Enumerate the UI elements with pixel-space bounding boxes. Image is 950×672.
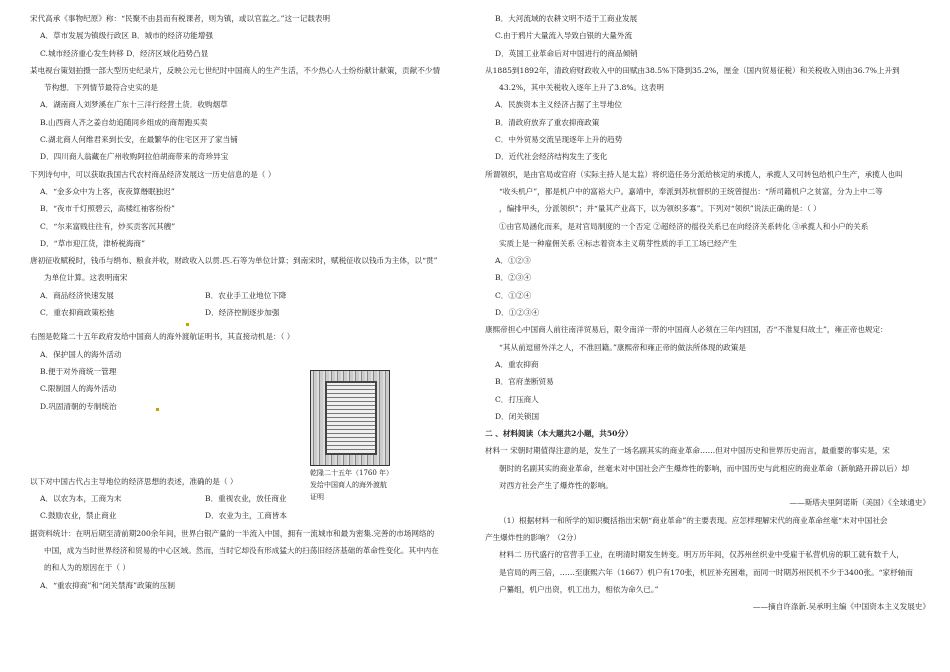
mark-dot: [186, 323, 189, 326]
q7-option-d: D．英国工业革命后对中国进行的商品倾销: [495, 48, 638, 58]
mark-dot: [156, 408, 159, 411]
q6-stem: 以下对中国古代占主导地位的经济思想的表述，准确的是（ ）: [30, 476, 238, 486]
material-2-source: ——摘自许涤新.吴承明主编《中国资本主义发展史》: [752, 602, 930, 612]
q3-option-b: B．“夜市千灯照碧云，高楼红袖客纷纷”: [40, 204, 175, 214]
q8-option-c: C．中外贸易交流呈现逐年上升的趋势: [495, 135, 623, 145]
q3-option-a: A．“金多众中为上客，夜夜算缗眠独迟”: [40, 186, 175, 196]
material-2-line-2: 是官局的两三倍，……至康熙六年（1667）机户有170张，机匠补充困难，而同一时期苏州民机不少于3400张。“家杼轴而: [499, 567, 913, 577]
left-column: [30, 10, 450, 594]
section-2-heading: 二 、材料阅读（本大题共2小题，共50分）: [485, 429, 633, 439]
q7-stem-1: 据资料统计：在明后期至清前期200余年间，世界白银产量的一半流入中国，拥有一流城市和最为密集.完善的市场网络的: [30, 528, 435, 538]
question-1-line-1: （1）根据材料一和所学的知识概括指出宋朝“商业革命”的主要表现。应怎样理解宋代的商业革命丝毫“未对中国社会: [499, 515, 888, 525]
q1-stem: 宋代高承《事物纪原》称：“民聚不由县而有税课者，则为镇，或以官监之。”这一记载表明: [30, 14, 331, 23]
q10-option-a: A．重农抑商: [495, 359, 539, 369]
q7-option-c: C.由于鸦片大量流入导致白银的大量外流: [495, 31, 633, 41]
q4-option-b: B．农业手工业地位下降: [205, 290, 287, 300]
q8-stem-1: 从1885到1892年，清政府财政收入中的田赋由38.5%下降到35.2%，厘金（国内贸易征税）和关税收入则由36.7%上升到: [485, 65, 900, 75]
q10-option-b: B．官府垄断贸易: [495, 377, 554, 387]
q6-option-b: B．重视农业，放任商业: [205, 494, 287, 504]
q4-option-d: D．经济控制逐步加强: [205, 308, 280, 318]
q5-option-b: B.便于对外商统一管理: [40, 366, 117, 376]
right-column: [485, 10, 930, 615]
question-1-line-2: 产生爆炸性的影响？（2分）: [485, 532, 581, 542]
q9-option-b: B．②③④: [495, 273, 531, 283]
q7-stem-3: 的和人为的原因在于（ ）: [44, 563, 130, 573]
q6-option-d: D．农业为主，工商皆本: [205, 511, 288, 521]
q8-option-b: B．清政府放弃了重农抑商政策: [495, 117, 600, 127]
q9-stem-2: “收头机户”，都是机户中的富裕大户。嘉靖中，奉派到苏杭督织的王统曾提出：“所司籍机户之贫富，分为上中二等: [499, 186, 883, 196]
q6-options-cd: [30, 507, 450, 524]
q9-option-d: D．①②③④: [495, 308, 540, 318]
q10-stem-1: 康熙帝担心中国商人前往南洋贸易后，限令南洋一带的中国商人必须在三年内回国，否“不准复归故土”，雍正帝也规定：: [485, 325, 888, 335]
q2-stem-2: 节构想．下列情节最符合史实的是: [44, 83, 158, 93]
travel-certificate-image: [310, 370, 390, 466]
material-1-line-3: 对西方社会产生了爆炸性的影响。: [499, 481, 613, 491]
q2-option-b: B.山西商人齐之姜自幼追随同乡组成的商帮跑买卖: [40, 117, 208, 127]
q5-stem: 右图是乾隆二十五年政府发给中国商人的海外渡航证明书，其直接动机是：（ ）: [30, 332, 295, 342]
q9-stem-1: 所谓领织，是由官局或官府（实际主持人是太监）将织造任务分派给核定的承揽人，承揽人又可转包给机户生产，承揽人也叫: [485, 169, 903, 179]
q4-option-c: C．重农抑商政策松弛: [40, 308, 115, 318]
q9-option-c: C．①②④: [495, 290, 532, 300]
q8-stem-2: 43.2%，其中关税收入逐年上升了3.8%。这表明: [499, 83, 664, 93]
q9-option-a: A．①②③: [495, 256, 531, 266]
q1-options-cd: C.城市经济重心发生转移 D．经济区域化趋势凸显: [40, 48, 209, 58]
material-2-line-3: 户纂组，机户出资，机工出力，相依为命久已。”: [499, 584, 659, 594]
q6-option-c: C.鼓励农业，禁止商业: [40, 511, 117, 521]
q8-option-d: D．近代社会经济结构发生了变化: [495, 152, 608, 162]
q7-option-b: B．大河流域的农耕文明不适于工商业发展: [495, 14, 638, 23]
travel-certificate-caption: 乾隆二十五年（1760 年）发给中国商人的海外渡航证明: [310, 469, 390, 501]
q5-option-c: C.限制国人的海外活动: [40, 384, 117, 394]
q2-option-d: D．四川商人翁藏在广州收购阿拉伯胡商带来的奇珍异宝: [40, 152, 229, 162]
q1-options-ab: A．草市发展为镇级行政区 B．城市的经济功能增强: [40, 31, 213, 41]
material-2-line-1: 材料二 历代盛行的官营手工业，在明清时期发生转变。明万历年间，仅苏州丝织业中受雇于私营机房的职工就有数千人，: [499, 550, 904, 560]
q3-option-d: D．“草市迎江货，津桥税海商”: [40, 238, 145, 248]
q4-options-ab: [30, 287, 450, 304]
q4-options-cd: [30, 304, 450, 321]
q7-option-a: A．“重农抑商”和“闭关禁海”政策的压制: [40, 580, 175, 590]
q8-option-a: A．民族资本主义经济占据了主导地位: [495, 100, 622, 110]
q2-stem-1: 某电视台策划拍摄一部大型历史纪录片，反映公元七世纪时中国商人的生产生活，不少热心人士纷纷献计献策，贡献不少情: [30, 65, 441, 75]
material-1-line-2: 朝时的名副其实的商业革命，丝毫未对中国社会产生爆炸性的影响，而中国历史与此相应的商业革命（新航路开辟以后）却: [499, 463, 910, 473]
q2-option-a: A．湖南商人刘梦溪在广东十三洋行经营土货．收购烟草: [40, 100, 228, 110]
q3-option-c: C．“尔来富贱往往有，炒买贡客沉其艘”: [40, 221, 176, 231]
q5-option-a: A．保护国人的海外活动: [40, 349, 122, 359]
q10-option-c: C．打压商人: [495, 394, 539, 404]
q4-stem-2: 为单位计算。这表明南宋: [44, 273, 128, 283]
material-1-source: ——斯塔夫里阿诺斯（美国）《全球通史》: [789, 498, 930, 508]
q3-stem: 下列诗句中，可以获取我国古代农村商品经济发展这一历史信息的是（ ）: [30, 169, 276, 179]
q4-stem-1: 唐初征收赋税时，钱币与绢布、粮食并收，财政收入以贯.匹.石等为单位计算；到南宋时，赋税征收以钱币为主体，以“贯”: [30, 256, 438, 266]
q9-stem-3: ，编排甲头，分派领织”；并“量其产业高下，以为领织多寡”。下列对“领织”说法正确的是：（ ）: [499, 204, 821, 214]
q5-option-d: D.巩固清朝的专制统治: [40, 401, 117, 411]
q9-statements-2: 实质上是一种雇佣关系 ④标志着资本主义萌芽性质的手工工场已经产生: [499, 238, 737, 248]
q10-stem-2: “其从前逗留外洋之人，不准回籍。”康熙帝和雍正帝的做法所体现的政策是: [499, 342, 746, 352]
q9-statements-1: ①由官局涵化而来，是对官局制度的一个否定 ②超经济的徭役关系已在向经济关系转化 ③承揽人和小户的关系: [499, 221, 869, 231]
material-1-line-1: 材料一 宋朝时期值得注意的是，发生了一场名副其实的商业革命……但对中国历史和世界历史而言，最重要的事实是，宋: [485, 446, 890, 456]
q10-option-d: D．闭关锁国: [495, 411, 540, 421]
q6-option-a: A．以农为本，工商为末: [40, 494, 122, 504]
q4-option-a: A．商品经济快速发展: [40, 290, 114, 300]
q7-stem-2: 中国，成为当时世界经济和贸易的中心区域。然而，当时它却没有形成猛大的扫荡旧经济基础的革命性变化。其中内在: [44, 546, 439, 556]
q2-option-c: C.湖北商人何维君来到长安，在最繁华的住宅区开了家当铺: [40, 135, 238, 145]
